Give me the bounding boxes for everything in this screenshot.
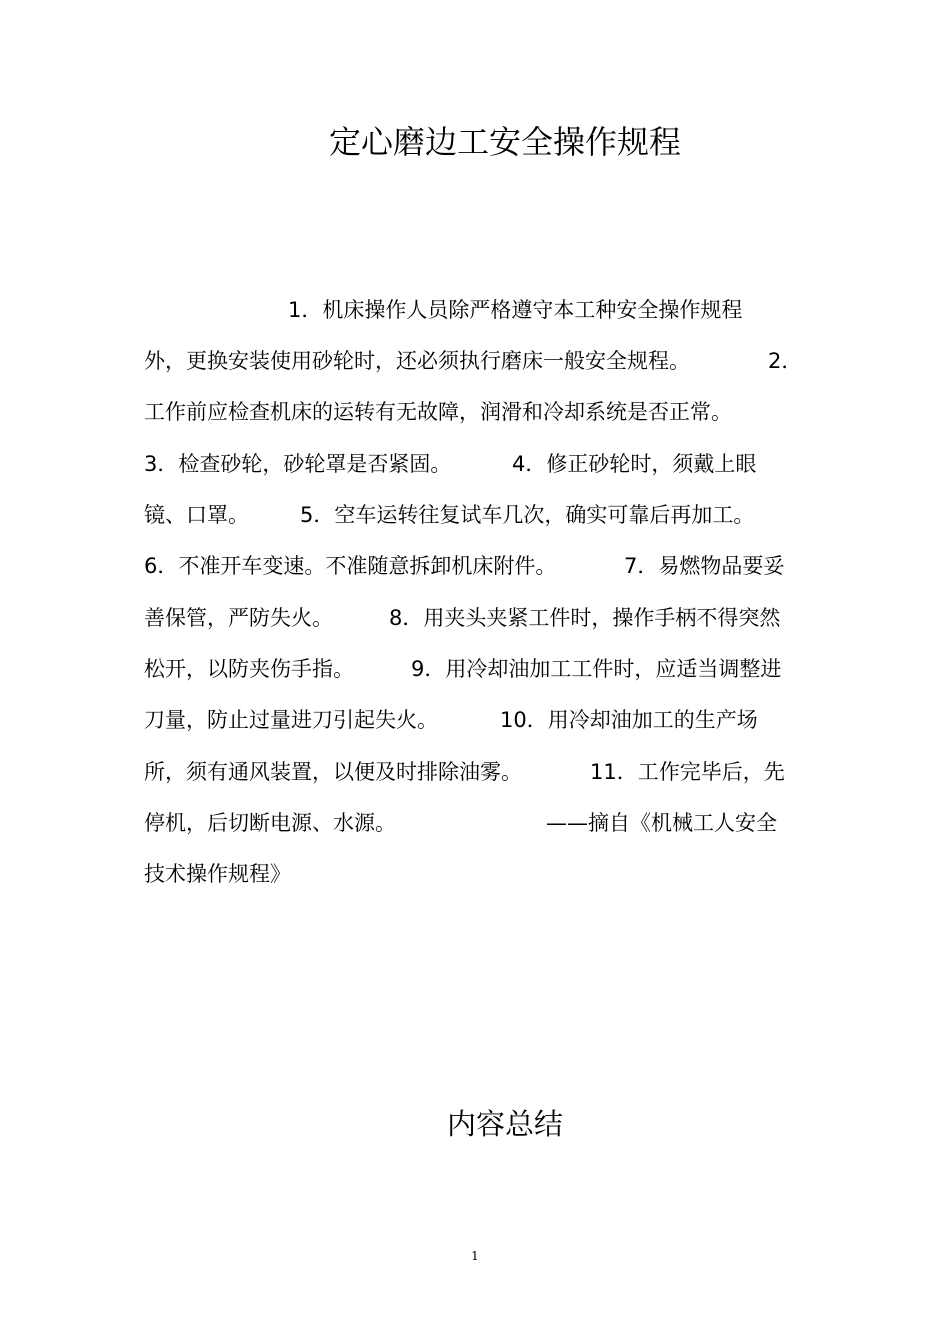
paragraph-line: 工作前应检查机床的运转有无故障，润滑和冷却系统是否正常。 (144, 400, 732, 424)
paragraph-line: 6．不准开车变速。不准随意拆卸机床附件。 (144, 554, 557, 578)
paragraph-line: 所，须有通风装置，以便及时排除油雾。 (144, 760, 522, 784)
paragraph-line: 善保管，严防失火。 (144, 606, 333, 630)
paragraph-line: 9．用冷却油加工工件时，应适当调整进 (411, 657, 782, 681)
paragraph-line: 1．机床操作人员除严格遵守本工种安全操作规程 (288, 298, 743, 322)
paragraph-line: 停机，后切断电源、水源。 (144, 811, 396, 835)
paragraph-line: 镜、口罩。 (144, 503, 249, 527)
citation-line: 技术操作规程》 (144, 862, 291, 886)
paragraph-line: 10．用冷却油加工的生产场 (500, 708, 758, 732)
document-title: 定心磨边工安全操作规程 (328, 123, 681, 161)
citation-line: ——摘自《机械工人安全 (546, 811, 777, 835)
paragraph-line: 外，更换安装使用砂轮时，还必须执行磨床一般安全规程。 (144, 349, 690, 373)
summary-heading: 内容总结 (446, 1107, 563, 1141)
paragraph-line: 松开，以防夹伤手指。 (144, 657, 354, 681)
paragraph-line: 3．检查砂轮，砂轮罩是否紧固。 (144, 452, 452, 476)
paragraph-line: 4．修正砂轮时，须戴上眼 (512, 452, 757, 476)
page-number: 1 (471, 1249, 479, 1263)
paragraph-line: 5．空车运转往复试车几次，确实可靠后再加工。 (300, 503, 755, 527)
paragraph-line: 2． (768, 349, 803, 373)
paragraph-line: 8．用夹头夹紧工件时，操作手柄不得突然 (389, 606, 781, 630)
paragraph-line: 刀量，防止过量进刀引起失火。 (144, 708, 438, 732)
paragraph-line: 7．易燃物品要妥 (624, 554, 785, 578)
paragraph-line: 11．工作完毕后，先 (590, 760, 785, 784)
